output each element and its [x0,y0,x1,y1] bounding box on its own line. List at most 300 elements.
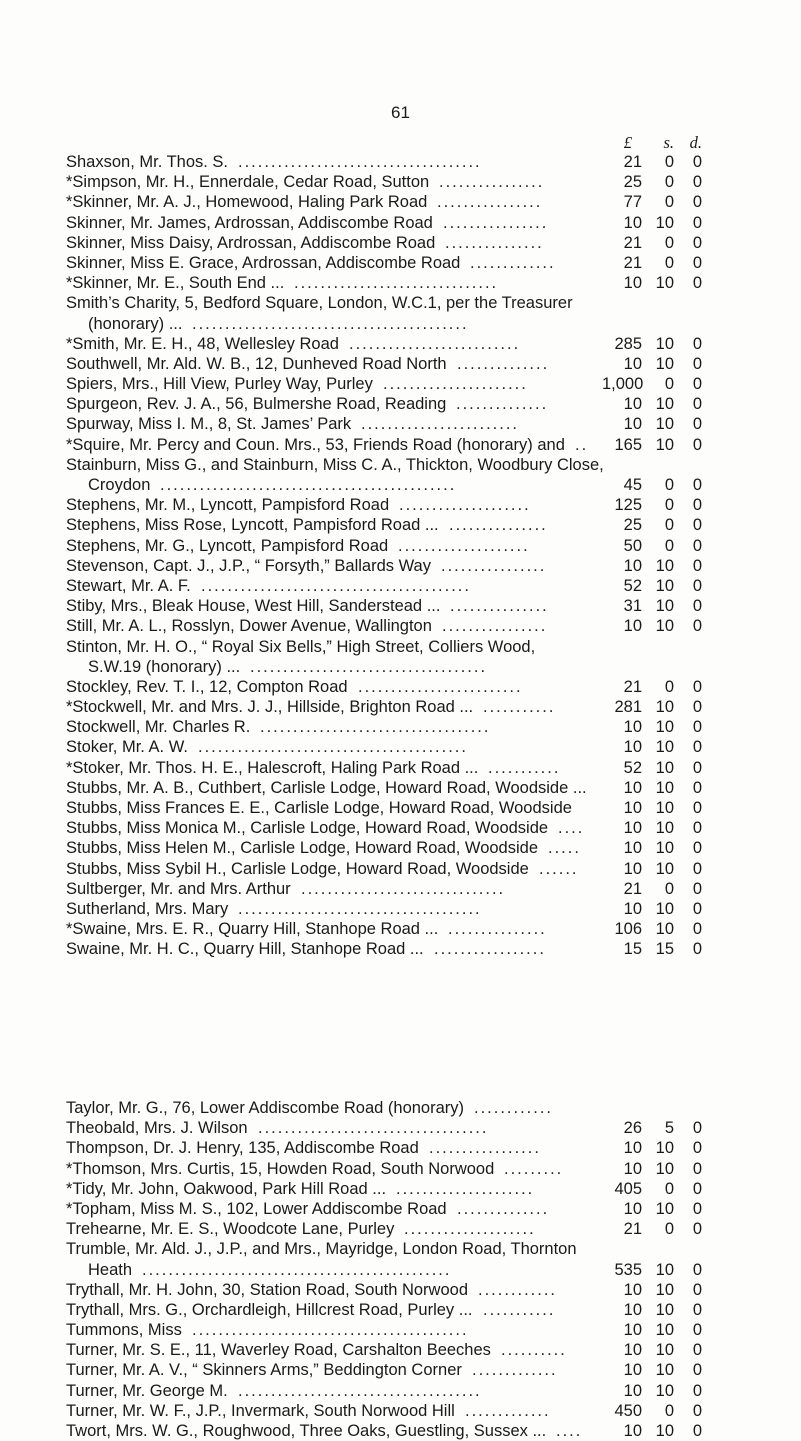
pounds-value: 21 [623,879,642,898]
shillings-value: 10 [655,334,674,353]
leader-dots: .... [558,819,585,838]
subscriber-name: Turner, Mr. George M. [66,1381,228,1400]
leader-dots: ............. [472,1361,558,1380]
subscriber-name: Sutherland, Mrs. Mary [66,899,229,918]
leader-dots: .................... [404,1220,536,1239]
subscriber-name: Stubbs, Mr. A. B., Cuthbert, Carlisle Lodge, Howard Road, Woodside ... [66,778,587,797]
leader-dots: .................... [399,496,531,515]
list-item [66,435,716,455]
subscriber-name: Southwell, Mr. Ald. W. B., 12, Dunheved Road North [66,354,447,373]
pounds-value: 10 [623,819,642,838]
leader-dots: ........................ [361,415,520,434]
leader-dots: ............... [450,597,549,616]
list-item [66,778,716,798]
list-item [66,798,716,818]
list-item [66,293,716,313]
pounds-value: 21 [623,677,642,696]
shillings-value: 10 [655,1381,674,1400]
list-item [66,1381,716,1401]
pence-header: d. [689,133,702,152]
leader-dots: ................. [434,940,546,959]
leader-dots: ..................................... [238,1381,482,1400]
shillings-value: 0 [664,173,674,192]
pounds-value: 25 [623,516,642,535]
subscriber-name: Twort, Mrs. W. G., Roughwood, Three Oaks, Guestling, Sussex ... [66,1422,547,1440]
shillings-value: 0 [664,153,674,171]
pence-value: 0 [692,1220,702,1239]
pence-value: 0 [692,617,702,636]
pounds-value: 10 [623,617,642,636]
shillings-value: 0 [664,496,674,515]
pence-value: 0 [692,395,702,414]
leader-dots: ............... [449,516,548,535]
list-item [66,192,716,212]
list-item [66,758,716,778]
subscriber-name: *Squire, Mr. Percy and Coun. Mrs., 53, Friends Road (honorary) and [66,435,565,454]
pounds-value: 21 [623,233,642,252]
pounds-value: 52 [623,758,642,777]
pounds-value: 10 [623,1341,642,1360]
pounds-value: 450 [614,1401,642,1420]
shillings-value: 10 [655,778,674,797]
subscriber-name: Swaine, Mr. H. C., Quarry Hill, Stanhope Road ... [66,940,424,959]
leader-dots: ................ [437,193,543,212]
list-item [66,879,716,899]
pounds-value: 285 [614,334,642,353]
leader-dots: ......................................... [198,738,468,757]
pence-value: 0 [692,334,702,353]
pence-value: 0 [692,778,702,797]
shillings-value: 10 [655,1321,674,1340]
pence-value: 0 [692,415,702,434]
subscriber-name: *Thomson, Mrs. Curtis, 15, Howden Road, South Norwood [66,1159,495,1178]
shillings-value: 10 [655,738,674,757]
pounds-value: 15 [623,940,642,959]
subscriber-name: Spurway, Miss I. M., 8, St. James’ Park [66,415,352,434]
leader-dots: ............... [445,233,544,252]
pence-value: 0 [692,1139,702,1158]
pence-value: 0 [692,476,702,494]
pounds-value: 31 [623,597,642,616]
subscriber-name: Stubbs, Miss Frances E. E., Carlisle Lodge, Howard Road, Woodside [66,799,572,817]
pounds-value: 10 [623,1381,642,1400]
pence-value: 0 [692,435,702,454]
shillings-value: 10 [655,899,674,918]
pounds-value: 405 [614,1179,642,1198]
pence-value: 0 [692,1321,702,1340]
pence-value: 0 [692,1341,702,1360]
leader-dots: ............ [478,1280,558,1299]
subscriber-name: Sultberger, Mr. and Mrs. Arthur [66,879,291,898]
subscriber-name: Stephens, Mr. G., Lyncott, Pampisford Road [66,536,389,555]
pounds-value: 10 [623,1361,642,1380]
subscriber-name: S.W.19 (honorary) ... [88,657,241,676]
pence-value: 0 [692,899,702,918]
pence-value: 0 [692,718,702,737]
pence-value: 0 [692,233,702,252]
list-item [66,677,716,697]
pounds-value: 21 [623,1220,642,1239]
leader-dots: ................ [442,617,548,636]
leader-dots: ...... [539,859,579,878]
subscriber-name: Trehearne, Mr. E. S., Woodcote Lane, Purley [66,1220,395,1239]
list-item [66,657,716,677]
leader-dots: ................ [439,173,545,192]
pence-value: 0 [692,213,702,232]
pounds-value: 125 [614,496,642,515]
pounds-value: 10 [623,799,642,817]
list-item [66,152,716,172]
pence-value: 0 [692,536,702,555]
leader-dots: .... [556,1422,583,1440]
pounds-value: 10 [623,354,642,373]
subscriber-name: *Smith, Mr. E. H., 48, Wellesley Road [66,334,339,353]
leader-dots: ................ [443,213,549,232]
subscriber-name: Spurgeon, Rev. J. A., 56, Bulmershe Road, Reading [66,395,447,414]
subscriber-name: Taylor, Mr. G., 76, Lower Addiscombe Road (honorary) [66,1099,465,1117]
pence-value: 0 [692,597,702,616]
pounds-value: 10 [623,415,642,434]
shillings-value: 10 [655,213,674,232]
leader-dots: ...................... [383,375,528,394]
leader-dots: ........... [488,758,561,777]
pence-value: 0 [692,1361,702,1380]
list-item [66,697,716,717]
pence-value: 0 [692,677,702,696]
subscriber-name: *Swaine, Mrs. E. R., Quarry Hill, Stanhope Road ... [66,920,439,939]
shillings-value: 0 [664,516,674,535]
shillings-value: 10 [655,597,674,616]
pence-value: 0 [692,1199,702,1218]
pence-value: 0 [692,153,702,171]
leader-dots: ......... [504,1159,564,1178]
subscriber-name: Stubbs, Miss Sybil H., Carlisle Lodge, Howard Road, Woodside [66,859,529,878]
pounds-value: 10 [623,1199,642,1218]
pounds-value: 10 [623,1139,642,1158]
list-item [66,818,716,838]
pence-value: 0 [692,1381,702,1400]
shillings-value: 0 [664,253,674,272]
subscriber-name: *Simpson, Mr. H., Ennerdale, Cedar Road, Sutton [66,173,430,192]
pounds-value: 50 [623,536,642,555]
subscriber-name: Stockley, Rev. T. I., 12, Compton Road [66,677,348,696]
subscriber-name: (honorary) ... [88,314,183,333]
leader-dots: ................................... [260,718,491,737]
pence-value: 0 [692,1260,702,1279]
pence-value: 0 [692,1422,702,1440]
pounds-value: 281 [614,698,642,717]
leader-dots: .......... [501,1341,567,1360]
shillings-value: 0 [664,1220,674,1239]
leader-dots: ..................... [396,1179,535,1198]
list-item [66,314,716,334]
pence-value: 0 [692,576,702,595]
list-item [66,233,716,253]
pence-value: 0 [692,1401,702,1420]
pence-value: 0 [692,1119,702,1138]
shillings-value: 10 [655,758,674,777]
leader-dots: ............. [465,1401,551,1420]
shillings-value: 10 [655,799,674,817]
list-item [66,1260,716,1280]
subscriber-name: Stubbs, Miss Helen M., Carlisle Lodge, Howard Road, Woodside [66,839,538,858]
subscriber-name: Spiers, Mrs., Hill View, Purley Way, Purley [66,375,373,394]
list-item [66,838,716,858]
list-item [66,737,716,757]
leader-dots: ........... [483,698,556,717]
subscriber-name: Stephens, Mr. M., Lyncott, Pampisford Road [66,496,390,515]
leader-dots: ............. [470,253,556,272]
pence-value: 0 [692,1300,702,1319]
subscriber-name: Still, Mr. A. L., Rosslyn, Dower Avenue, Wallington [66,617,432,636]
subscriber-name: *Skinner, Mr. E., South End ... [66,274,285,293]
page-number: 61 [391,103,410,122]
list-item [66,495,716,515]
pence-value: 0 [692,1280,702,1299]
subscriber-name: *Stockwell, Mr. and Mrs. J. J., Hillside, Brighton Road ... [66,698,474,717]
leader-dots: ..................................... [238,153,482,171]
pence-value: 0 [692,496,702,515]
list-item [66,1118,716,1138]
subscriber-name: Stainburn, Miss G., and Stainburn, Miss C. A., Thickton, Woodbury Close, [66,455,604,474]
shillings-value: 10 [655,1260,674,1279]
pence-value: 0 [692,274,702,293]
pence-value: 0 [692,698,702,717]
subscriber-name: Trythall, Mrs. G., Orchardleigh, Hillcrest Road, Purley ... [66,1300,473,1319]
pounds-value: 45 [623,476,642,494]
pounds-value: 10 [623,274,642,293]
shillings-value: 10 [655,354,674,373]
list-item [66,616,716,636]
shillings-value: 10 [655,1361,674,1380]
pence-value: 0 [692,193,702,212]
shillings-header: s. [663,133,674,152]
pounds-value: 26 [623,1119,642,1138]
pounds-value: 10 [623,1159,642,1178]
pounds-value: 25 [623,173,642,192]
shillings-value: 0 [664,375,674,394]
pence-value: 0 [692,1179,702,1198]
pence-value: 0 [692,375,702,394]
subscriber-name: Stevenson, Capt. J., J.P., “ Forsyth,” Ballards Way [66,556,431,575]
pounds-value: 10 [623,1321,642,1340]
subscriber-name: Theobald, Mrs. J. Wilson [66,1119,248,1138]
subscriber-name: Turner, Mr. A. V., “ Skinners Arms,” Beddington Corner [66,1361,462,1380]
shillings-value: 10 [655,435,674,454]
subscriber-name: Turner, Mr. W. F., J.P., Invermark, South Norwood Hill [66,1401,455,1420]
pence-value: 0 [692,556,702,575]
shillings-value: 0 [664,233,674,252]
pence-value: 0 [692,738,702,757]
pounds-value: 10 [623,1300,642,1319]
subscriber-name: Skinner, Miss Daisy, Ardrossan, Addiscombe Road [66,233,436,252]
leader-dots: .......................................... [192,314,469,333]
pence-value: 0 [692,920,702,939]
shillings-value: 10 [655,698,674,717]
pence-value: 0 [692,940,702,959]
pence-value: 0 [692,173,702,192]
pounds-value: 106 [614,920,642,939]
leader-dots: ............................................... [142,1260,452,1279]
pounds-value: 535 [614,1260,642,1279]
subscriber-name: Heath [88,1260,133,1279]
list-item [66,536,716,556]
list-item [66,1138,716,1158]
leader-dots: .............. [457,1199,550,1218]
subscriber-name: Stubbs, Miss Monica M., Carlisle Lodge, Howard Road, Woodside [66,819,549,838]
list-item [66,1159,716,1179]
subscriber-name: Thompson, Dr. J. Henry, 135, Addiscombe Road [66,1139,419,1158]
shillings-value: 10 [655,617,674,636]
shillings-value: 10 [655,576,674,595]
list-item [66,556,716,576]
pounds-value: 10 [623,556,642,575]
pounds-value: 10 [623,778,642,797]
pounds-value: 10 [623,213,642,232]
shillings-value: 10 [655,1199,674,1218]
pounds-header: £ [623,133,632,152]
pounds-value: 10 [623,1280,642,1299]
leader-dots: ............... [448,920,547,939]
pounds-value: 10 [623,859,642,878]
list-item [66,596,716,616]
pounds-value: 21 [623,153,642,171]
list-item [66,717,716,737]
shillings-value: 10 [655,839,674,858]
list-item [66,1280,716,1300]
leader-dots: ............................... [301,879,506,898]
shillings-value: 10 [655,1341,674,1360]
subscriber-name: Stewart, Mr. A. F. [66,576,191,595]
list-item [66,1098,716,1118]
list-item [66,1239,716,1259]
list-item [66,1179,716,1199]
pounds-value: 21 [623,253,642,272]
pounds-value: 77 [623,193,642,212]
subscriber-name: Skinner, Mr. James, Ardrossan, Addiscombe Road [66,213,433,232]
list-item [66,939,716,959]
subscriber-name: Stephens, Miss Rose, Lyncott, Pampisford Road ... [66,516,439,535]
list-item [66,253,716,273]
pence-value: 0 [692,253,702,272]
subscriber-name: Tummons, Miss [66,1321,182,1340]
leader-dots: ............................................. [160,476,457,494]
pence-value: 0 [692,354,702,373]
pence-value: 0 [692,799,702,817]
shillings-value: 10 [655,395,674,414]
list-item [66,455,716,475]
leader-dots: .......................... [349,334,521,353]
subscriber-name: *Stoker, Mr. Thos. H. E., Halescroft, Haling Park Road ... [66,758,479,777]
pence-value: 0 [692,516,702,535]
pounds-value: 52 [623,576,642,595]
shillings-value: 0 [664,879,674,898]
list-item [66,515,716,535]
shillings-value: 0 [664,536,674,555]
list-item [66,637,716,657]
shillings-value: 0 [664,1179,674,1198]
leader-dots: .................... [398,536,530,555]
subscriber-name: *Topham, Miss M. S., 102, Lower Addiscombe Road [66,1199,447,1218]
pence-value: 0 [692,879,702,898]
shillings-value: 15 [655,940,674,959]
leader-dots: ............ [474,1099,554,1117]
pounds-value: 1,000 [602,375,644,394]
subscriber-name: Trumble, Mr. Ald. J., J.P., and Mrs., Mayridge, London Road, Thornton [66,1240,577,1259]
subscriber-name: Turner, Mr. S. E., 11, Waverley Road, Carshalton Beeches [66,1341,491,1360]
subscriber-list-s [66,152,716,960]
shillings-value: 10 [655,819,674,838]
leader-dots: .............. [456,395,549,414]
shillings-value: 0 [664,476,674,494]
subscriber-name: *Tidy, Mr. John, Oakwood, Park Hill Road ... [66,1179,387,1198]
list-item [66,1219,716,1239]
pounds-value: 10 [623,839,642,858]
leader-dots: ..................................... [238,899,482,918]
list-item [66,414,716,434]
leader-dots: ......................... [358,677,523,696]
list-item [66,1199,716,1219]
leader-dots: ......................................... [201,576,471,595]
list-item [66,1401,716,1421]
leader-dots: ............................... [294,274,499,293]
subscriber-name: Trythall, Mr. H. John, 30, Station Road, South Norwood [66,1280,469,1299]
shillings-value: 10 [655,1300,674,1319]
subscriber-name: Skinner, Miss E. Grace, Ardrossan, Addiscombe Road [66,253,461,272]
pence-value: 0 [692,859,702,878]
subscriber-name: Smith’s Charity, 5, Bedford Square, London, W.C.1, per the Treasurer [66,294,573,313]
shillings-value: 0 [664,193,674,212]
shillings-value: 10 [655,1280,674,1299]
leader-dots: ..... [548,839,581,858]
leader-dots: ................ [441,556,547,575]
list-item [66,576,716,596]
shillings-value: 5 [664,1119,674,1138]
list-item [66,1320,716,1340]
list-item [66,172,716,192]
subscriber-list-t [66,1098,716,1441]
list-item [66,213,716,233]
shillings-value: 10 [655,920,674,939]
pounds-value: 10 [623,395,642,414]
list-item [66,334,716,354]
shillings-value: 0 [664,677,674,696]
leader-dots: .......................................... [192,1321,469,1340]
pence-value: 0 [692,1159,702,1178]
shillings-value: 10 [655,1159,674,1178]
list-item [66,859,716,879]
leader-dots: .................................... [250,657,488,676]
subscriber-name: Stockwell, Mr. Charles R. [66,718,251,737]
pounds-value: 10 [623,899,642,918]
list-item [66,919,716,939]
list-item [66,374,716,394]
leader-dots: ................................... [258,1119,489,1138]
list-item [66,273,716,293]
pence-value: 0 [692,839,702,858]
pounds-value: 10 [623,738,642,757]
shillings-value: 10 [655,415,674,434]
shillings-value: 0 [664,1401,674,1420]
leader-dots: ................. [429,1139,541,1158]
shillings-value: 10 [655,1422,674,1440]
list-item [66,354,716,374]
list-item [66,475,716,495]
list-item [66,1340,716,1360]
list-item [66,899,716,919]
shillings-value: 10 [655,859,674,878]
subscriber-name: Stinton, Mr. H. O., “ Royal Six Bells,” High Street, Colliers Wood, [66,637,536,656]
